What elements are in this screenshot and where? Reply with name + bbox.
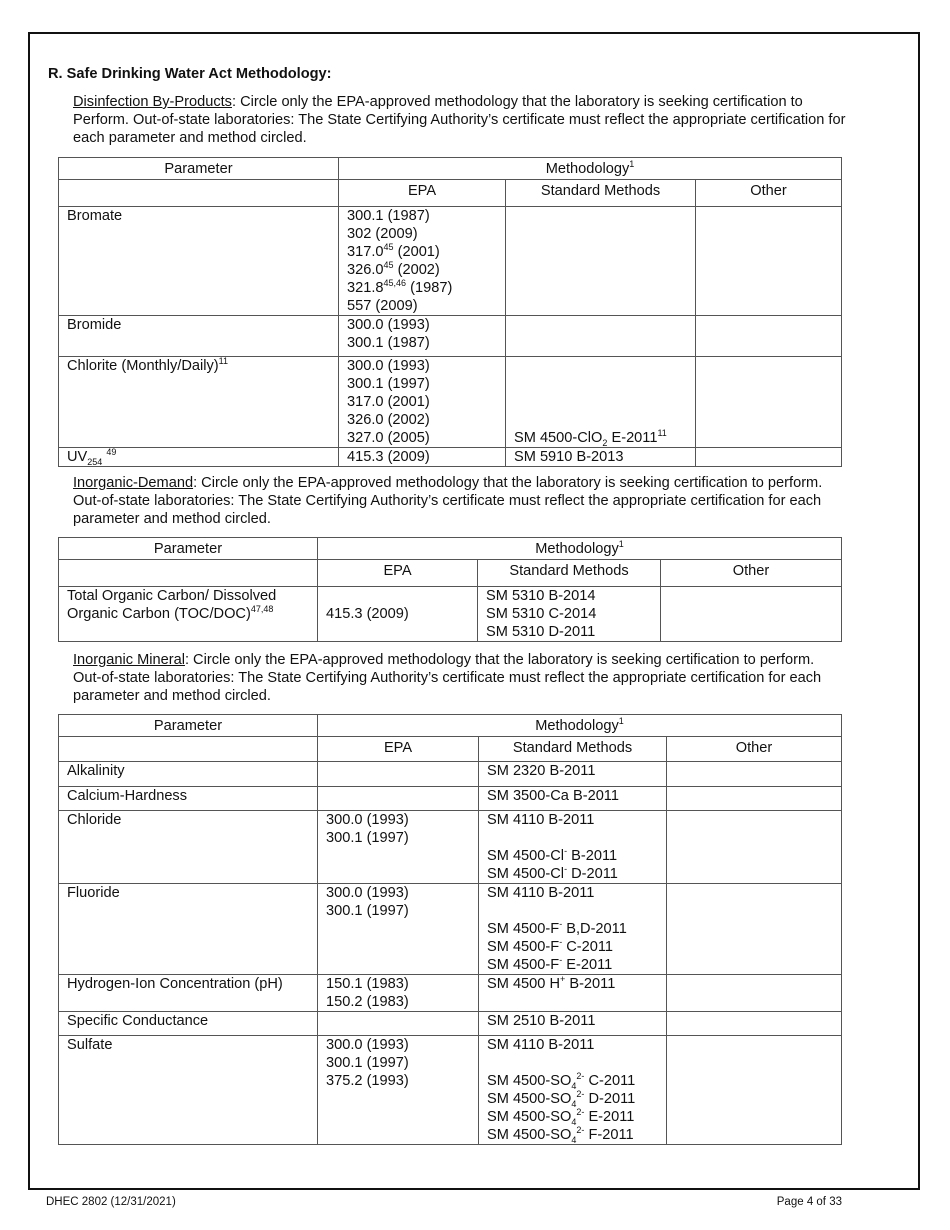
header-epa: EPA [318,560,478,587]
text: (2002) [393,262,440,278]
parameter-cell [59,448,339,467]
header-empty-cell [59,180,339,207]
cell-line: 150.1 (1983) [326,976,409,992]
epa-method-cell [339,316,506,357]
header-empty-cell [59,560,318,587]
table-row [59,884,842,975]
superscript: 47,48 [250,604,274,615]
standard-method-cell [479,787,667,811]
cell-line: Chloride [67,812,122,828]
epa-method-cell [339,448,506,467]
cell-line [487,956,666,974]
header-methodology [339,158,842,180]
cell-line: 300.0 (1993) [326,885,409,901]
cell-line: 326.0 (2002) [347,412,430,428]
paragraph-text: : Circle only the EPA-approved methodology that the laboratory is seeking certification to perform. [193,475,823,491]
header-parameter: Parameter [59,538,318,560]
cell-line: 300.1 (1987) [347,208,430,224]
header-other: Other [661,560,842,587]
cell-line: Specific Conductance [67,1013,209,1029]
header-empty-cell [59,737,318,762]
page-number: Page 4 of 33 [776,1196,842,1208]
cell-line [487,1054,666,1072]
paragraph-line [73,669,821,687]
cell-line: 300.1 (1997) [326,903,409,919]
cell-line: Fluoride [67,885,120,901]
table-row [59,762,842,787]
cell-line: SM 4110 B-2011 [487,812,595,828]
header-other: Other [696,180,842,207]
cell-line: 300.0 (1993) [347,317,430,333]
standard-method-cell [506,207,696,316]
superscript: - [559,955,563,966]
inorganic-demand-table [58,537,842,642]
superscript: - [559,937,563,948]
text: SM 4500-SO [487,1127,572,1143]
header-methodology [318,538,842,560]
cell-line [67,448,338,466]
cell-line [487,865,666,883]
superscript: 2- [576,1125,585,1136]
superscript: - [564,864,568,875]
parameter-cell [59,207,339,316]
paragraph-text: each parameter and method circled. [73,130,307,146]
other-method-cell [661,587,842,642]
header-epa: EPA [339,180,506,207]
other-method-cell [696,207,842,316]
other-method-cell [667,884,842,975]
subscript: 4 [571,1116,577,1127]
table-row [59,787,842,811]
text: E-2011 [562,957,613,973]
other-method-cell [667,975,842,1012]
inorganic-mineral-table [58,714,842,1145]
other-method-cell [667,762,842,787]
form-id: DHEC 2802 (12/31/2021) [46,1196,176,1208]
epa-method-cell [318,884,479,975]
text: E-2011 [607,430,658,446]
other-method-cell [696,448,842,467]
cell-line: SM 3500-Ca B-2011 [487,788,619,804]
cell-line: Bromate [67,208,123,224]
cell-line [67,357,338,375]
cell-line [487,1090,666,1108]
paragraph-text: parameter and method circled. [73,688,271,704]
cell-line: 300.0 (1993) [347,358,430,374]
cell-line: 327.0 (2005) [347,430,430,446]
cell-line [487,975,666,993]
cell-line: SM 5910 B-2013 [514,449,624,465]
standard-method-cell [478,587,661,642]
text: UV [67,449,88,465]
text: SM 4500-F [487,957,560,973]
cell-line [487,1126,666,1144]
other-method-cell [696,316,842,357]
superscript: - [564,846,568,857]
cell-line: Sulfate [67,1037,113,1053]
text: SM 4500-SO [487,1109,572,1125]
cell-line: 302 (2009) [347,226,418,242]
cell-line: Calcium-Hardness [67,788,188,804]
cell-line: SM 2320 B-2011 [487,763,596,779]
cell-line: 300.1 (1987) [347,335,430,351]
text: SM 4500-SO [487,1073,572,1089]
parameter-cell [59,316,339,357]
table-row [59,1012,842,1036]
paragraph-text: Perform. Out-of-state laboratories: The State Certifying Authority’s certificate must reflect the appropriate certification for [73,112,846,128]
standard-method-cell [506,316,696,357]
standard-method-cell [479,884,667,975]
superscript: 1 [618,716,624,727]
superscript: 1 [629,159,635,170]
cell-line: 300.1 (1997) [326,1055,409,1071]
cell-line [487,1108,666,1126]
cell-line: 300.1 (1997) [326,830,409,846]
parameter-cell [59,357,339,448]
cell-line: SM 5310 B-2014 [486,588,596,604]
paragraph-line [73,492,822,510]
table-row [59,975,842,1012]
text: SM 4500-Cl [487,866,565,882]
cell-line: SM 4110 B-2011 [487,1037,595,1053]
superscript: 2- [576,1071,585,1082]
standard-method-cell [479,1036,667,1145]
paragraph-text: : Circle only the EPA-approved methodology that the laboratory is seeking certification to perform. [184,652,815,668]
epa-method-cell [339,207,506,316]
epa-method-cell [318,1036,479,1145]
cell-line: Total Organic Carbon/ Dissolved [67,588,277,604]
text: B-2011 [565,976,616,992]
superscript: + [560,974,566,985]
text: F-2011 [584,1127,634,1143]
text: Organic Carbon (TOC/DOC) [67,606,251,622]
standard-method-cell [479,762,667,787]
subscript: 4 [571,1080,577,1091]
paragraph-lead: Disinfection By-Products [73,94,232,110]
inorganic-demand-instructions [73,474,822,528]
superscript: 1 [618,539,624,550]
other-method-cell [667,811,842,884]
header-parameter: Parameter [59,158,339,180]
cell-line: SM 5310 D-2011 [486,624,596,640]
text: SM 4500-F [487,921,560,937]
other-method-cell [667,1036,842,1145]
other-method-cell [696,357,842,448]
cell-line: Hydrogen-Ion Concentration (pH) [67,976,283,992]
cell-line: 415.3 (2009) [326,606,409,622]
standard-method-cell [479,975,667,1012]
header-other: Other [667,737,842,762]
paragraph-line [73,510,822,528]
header-row [59,560,842,587]
table-row [59,316,842,357]
text: C-2011 [562,939,614,955]
epa-method-cell [318,1012,479,1036]
standard-method-cell [479,811,667,884]
table-row [59,448,842,467]
text: SM 4500-Cl [487,848,565,864]
paragraph-line [73,474,822,492]
disinfection-byproducts-table [58,157,842,467]
cell-line: SM 5310 C-2014 [486,606,597,622]
cell-line: 375.2 (1993) [326,1073,409,1089]
header-parameter: Parameter [59,715,318,737]
text: 321.8 [347,280,384,296]
text: Chlorite (Monthly/Daily) [67,358,219,374]
methodology-label: Methodology [535,541,619,557]
text: SM 4500-F [487,939,560,955]
cell-line [67,605,317,623]
cell-line: Alkalinity [67,763,125,779]
paragraph-text: parameter and method circled. [73,511,271,527]
header-row [59,158,842,180]
table-row [59,587,842,642]
paragraph-line [73,93,845,111]
standard-method-cell [506,357,696,448]
disinfection-byproducts-instructions [73,93,845,147]
cell-line: SM 4110 B-2011 [487,885,595,901]
parameter-cell [59,587,318,642]
cell-line [514,429,695,447]
paragraph-text: : Circle only the EPA-approved methodology that the laboratory is seeking certification to [231,94,803,110]
text: SM 4500-SO [487,1091,572,1107]
text: E-2011 [584,1109,635,1125]
header-methodology [318,715,842,737]
inorganic-mineral-instructions [73,651,821,705]
cell-line [487,938,666,956]
parameter-cell [59,1036,318,1145]
parameter-cell [59,975,318,1012]
header-standard-methods: Standard Methods [478,560,661,587]
cell-line: 415.3 (2009) [347,449,430,465]
cell-line: 300.1 (1997) [347,376,430,392]
other-method-cell [667,787,842,811]
header-epa: EPA [318,737,479,762]
subscript: 4 [571,1098,577,1109]
header-standard-methods: Standard Methods [506,180,696,207]
header-row [59,715,842,737]
parameter-cell [59,811,318,884]
paragraph-text: Out-of-state laboratories: The State Certifying Authority’s certificate must reflect the appropriate certification for each [73,493,822,509]
subscript: 4 [571,1134,577,1145]
standard-method-cell [506,448,696,467]
standard-method-cell [479,1012,667,1036]
table-row [59,1036,842,1145]
cell-line: 317.0 (2001) [347,394,430,410]
superscript: 2- [576,1107,585,1118]
text: D-2011 [584,1091,636,1107]
header-row [59,737,842,762]
text: SM 4500-ClO [514,430,603,446]
text: B,D-2011 [562,921,627,937]
superscript: 45 [383,242,394,253]
epa-method-cell [318,587,478,642]
superscript: - [559,919,563,930]
text: 317.0 [347,244,384,260]
other-method-cell [667,1012,842,1036]
cell-line: 557 (2009) [347,298,418,314]
paragraph-lead: Inorganic Mineral [73,652,185,668]
paragraph-line [73,111,845,129]
superscript: 45 [383,260,394,271]
subscript: 2 [602,437,608,448]
epa-method-cell [318,975,479,1012]
superscript: 49 [106,447,117,458]
cell-line [487,829,666,847]
header-row [59,180,842,207]
header-standard-methods: Standard Methods [479,737,667,762]
cell-line: 300.0 (1993) [326,1037,409,1053]
header-row [59,538,842,560]
parameter-cell [59,884,318,975]
table-row [59,357,842,448]
table-row [59,811,842,884]
table-row [59,207,842,316]
paragraph-line [73,129,845,147]
cell-line [347,279,505,297]
epa-method-cell [318,811,479,884]
superscript: 2- [576,1089,585,1100]
paragraph-line [73,651,821,669]
parameter-cell [59,1012,318,1036]
text: B-2011 [567,848,618,864]
superscript: 11 [657,428,667,439]
text: (2001) [393,244,440,260]
parameter-cell [59,762,318,787]
subscript: 254 [87,456,103,467]
paragraph-lead: Inorganic-Demand [73,475,194,491]
parameter-cell [59,787,318,811]
superscript: 45,46 [383,278,407,289]
cell-line [347,261,505,279]
cell-line [487,847,666,865]
text: C-2011 [584,1073,636,1089]
cell-line [487,920,666,938]
cell-line [487,902,666,920]
epa-method-cell [318,762,479,787]
superscript: 11 [218,356,228,367]
section-heading: R. Safe Drinking Water Act Methodology: [48,66,332,82]
text: 326.0 [347,262,384,278]
cell-line [487,1072,666,1090]
text: SM 4500 H [487,976,561,992]
paragraph-text: Out-of-state laboratories: The State Certifying Authority’s certificate must reflect the appropriate certification for each [73,670,822,686]
epa-method-cell [339,357,506,448]
cell-line [347,243,505,261]
paragraph-line [73,687,821,705]
cell-line: 300.0 (1993) [326,812,409,828]
methodology-label: Methodology [535,718,619,734]
epa-method-cell [318,787,479,811]
methodology-label: Methodology [545,161,630,177]
cell-line: SM 2510 B-2011 [487,1013,596,1029]
cell-line: 150.2 (1983) [326,994,409,1010]
text: (1987) [406,280,453,296]
text: D-2011 [567,866,618,882]
cell-line: Bromide [67,317,122,333]
